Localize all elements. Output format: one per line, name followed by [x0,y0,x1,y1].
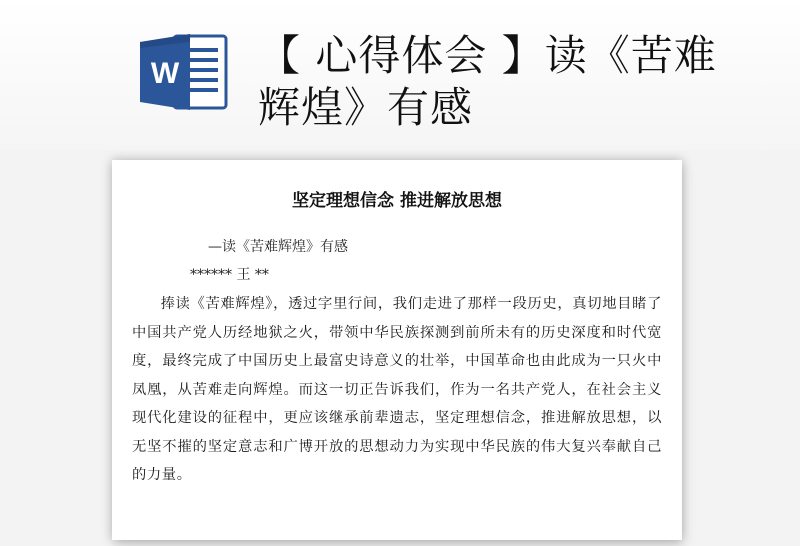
body-paragraph: 捧读《苦难辉煌》，透过字里行间，我们走进了那样一段历史，真切地目睹了中国共产党人历经地狱之火，带领中华民族探测到前所未有的历史深度和时代宽度，最终完成了中国历史上最富史诗意义的壮举，中国革命也由此成为一只火中凤凰，从苦难走向辉煌。而这一切正告诉我们，作为一名共产党人，在社会主义现代化建设的征程中，更应该继承前辈遗志，坚定理想信念，推进解放思想，以无坚不摧的坚定意志和广博开放的思想动力为实现中华民族的伟大复兴奉献自己的力量。 [132,296,662,483]
article-heading: 坚定理想信念 推进解放思想 [292,191,502,211]
document-title: 【 心得体会 】读《苦难辉煌》有感 [258,31,717,132]
word-icon-letter: W [150,57,180,90]
article-author: ****** 王 ** [190,267,269,283]
article-subtitle: —读《苦难辉煌》有感 [208,239,348,255]
document-page [112,160,682,540]
word-icon [138,32,230,112]
